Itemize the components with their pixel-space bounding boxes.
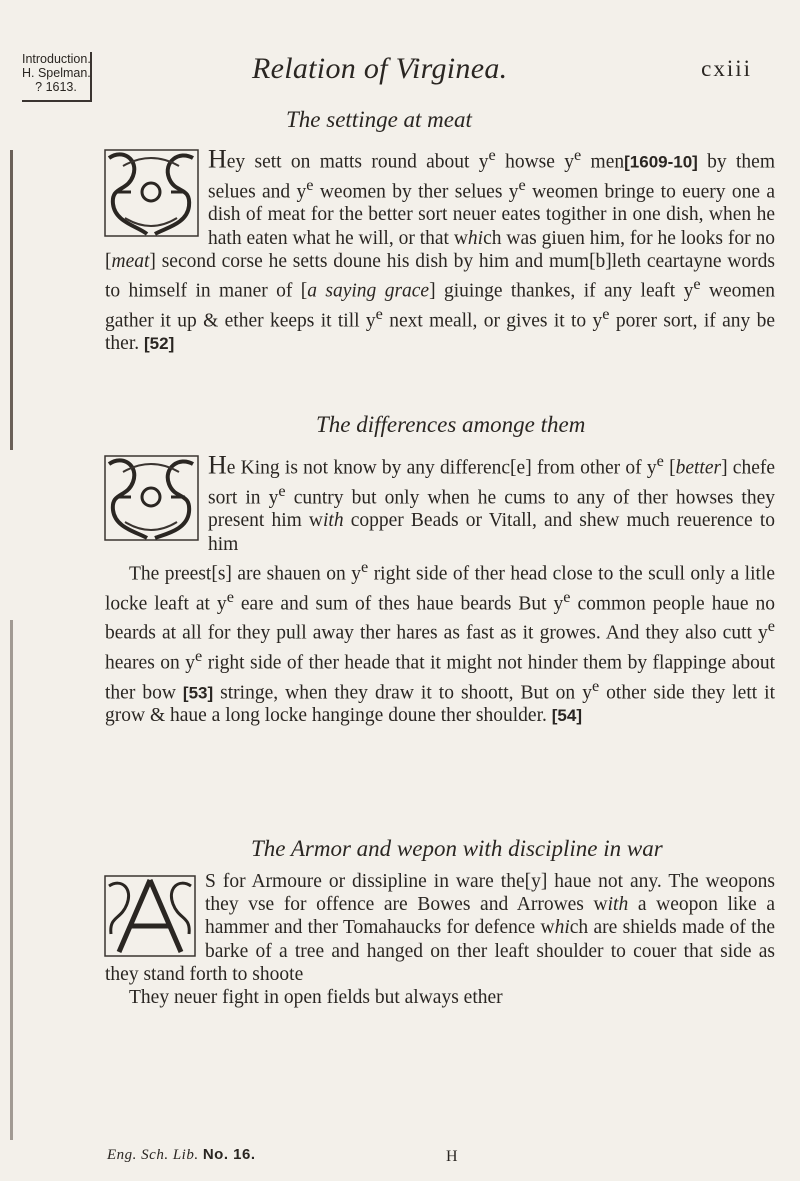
ornament-icon (103, 872, 197, 958)
ornamental-initial (103, 452, 200, 542)
superscript: e (656, 452, 664, 470)
text-run: next meall, or gives it to y (382, 310, 603, 332)
text-run: men (581, 151, 625, 173)
superscript: e (278, 481, 286, 500)
section-heading: The Armor and wepon with discipline in war (251, 836, 663, 861)
superscript: e (488, 146, 496, 164)
text-run: eare and sum of thes haue beards But y (233, 593, 564, 615)
text-run: common people haue no beards at all for they pull away ther hares as fast as it growes. And they also cutt y (105, 593, 775, 644)
text-run: ] second corse he setts doune his dish by him and mum[b]leth ceartayne words to himself in maner of [ (105, 250, 775, 302)
side-note-line: Introduction. (22, 52, 91, 66)
text-run: a weopon like a hammer and ther Tomahaucks for defence w (205, 894, 775, 939)
page-reference: [53] (182, 683, 214, 703)
text-run: copper Beads or Vitall, and shew much reuerence to him (208, 510, 775, 555)
text-run: e King is not know by any differenc[e] from other of y (226, 457, 657, 479)
page-number: cxiii (701, 56, 752, 81)
italic-run: ith (323, 510, 344, 532)
footer-series (107, 1146, 256, 1164)
section-paragraph: They neuer fight in open fields but always ether (129, 987, 503, 1009)
text-run: ch was giuen him, for he looks for no [ (105, 227, 775, 272)
superscript: e (518, 175, 526, 194)
text-run: heares on y (105, 652, 196, 674)
text-run: ch are shields made of the barke of a tree and hanged on ther leaft shoulder to couer that side as they stand forth to shoote (105, 917, 775, 985)
date-note: [1609-10] (624, 152, 698, 172)
superscript: e (767, 617, 775, 636)
text-run: stringe, when they draw it to shoott, But on y (213, 682, 592, 704)
signature-mark: H (446, 1148, 458, 1165)
page-edge-shadow (10, 620, 13, 1140)
ornamental-initial (103, 146, 200, 238)
editorial-insert: better (675, 457, 722, 479)
side-note-line: H. Spelman. (22, 66, 91, 80)
section-body (105, 450, 775, 728)
superscript: e (361, 557, 369, 576)
ornament-icon (103, 452, 200, 542)
superscript: e (591, 676, 600, 695)
initial-letter: H (208, 450, 227, 480)
series-name: Eng. Sch. Lib. (107, 1147, 199, 1163)
superscript: e (563, 587, 571, 606)
series-number: No. 16. (202, 1146, 256, 1163)
text-run: right side of ther heade that it might not hinder them by flappinge about ther bow (105, 652, 775, 704)
text-run: right side of ther head close to the scull only a litle locke leaft at y (105, 563, 775, 615)
section-heading: The differences amonge them (316, 412, 586, 437)
text-run: ] giuinge thankes, if any leaft y (429, 280, 694, 302)
side-note-line: ? 1613. (35, 80, 77, 94)
ornamental-initial (103, 872, 197, 958)
superscript: e (693, 275, 701, 294)
side-note-box (22, 52, 92, 102)
superscript: e (375, 304, 383, 323)
section-heading: The settinge at meat (286, 107, 472, 132)
editorial-insert: meat (111, 250, 150, 272)
text-run: cuntry but only when he cums to any of ther howses they present him w (208, 487, 775, 532)
superscript: e (306, 175, 314, 194)
italic-run: hi (467, 227, 484, 249)
superscript: e (574, 146, 582, 164)
superscript: e (602, 304, 610, 323)
superscript: e (195, 646, 203, 665)
text-run: other side they lett it grow & haue a long locke hanginge doune ther shoulder. (105, 682, 776, 727)
text-run: The preest[s] are shauen on y (129, 563, 361, 585)
text-run: S for Armoure or dissipline in ware the[y] haue not any. The weopons they vse for offence are Bowes and Arrowes w (205, 871, 775, 916)
page-edge-shadow (10, 150, 13, 450)
page-reference: [52] (144, 334, 175, 354)
text-run: porer sort, if any be ther. (105, 310, 775, 355)
text-run: by them selues and y (208, 151, 775, 203)
initial-letter: H (208, 144, 227, 174)
text-run: [ (663, 457, 676, 479)
ornament-icon (103, 146, 200, 238)
italic-run: ith (607, 894, 629, 916)
text-run: weomen by ther selues y (313, 181, 519, 203)
page-reference: [54] (551, 706, 582, 726)
text-run: weomen bringe to euery one a dish of meat for the better sort neuer eates togither in one dish, when he hath eaten what he will, or that w (208, 181, 775, 249)
text-run: ] chefe sort in y (208, 457, 776, 509)
italic-run: hi (554, 917, 570, 939)
superscript: e (226, 587, 234, 606)
text-run: howse y (495, 151, 574, 173)
editorial-insert: a saying grace (307, 280, 430, 302)
section-body (105, 144, 775, 356)
running-title: Relation of Virginea. (252, 52, 508, 85)
text-run: ey sett on matts round about y (226, 151, 489, 173)
section-body (105, 870, 775, 1009)
text-run: weomen gather it up & ether keeps it till y (105, 280, 775, 332)
